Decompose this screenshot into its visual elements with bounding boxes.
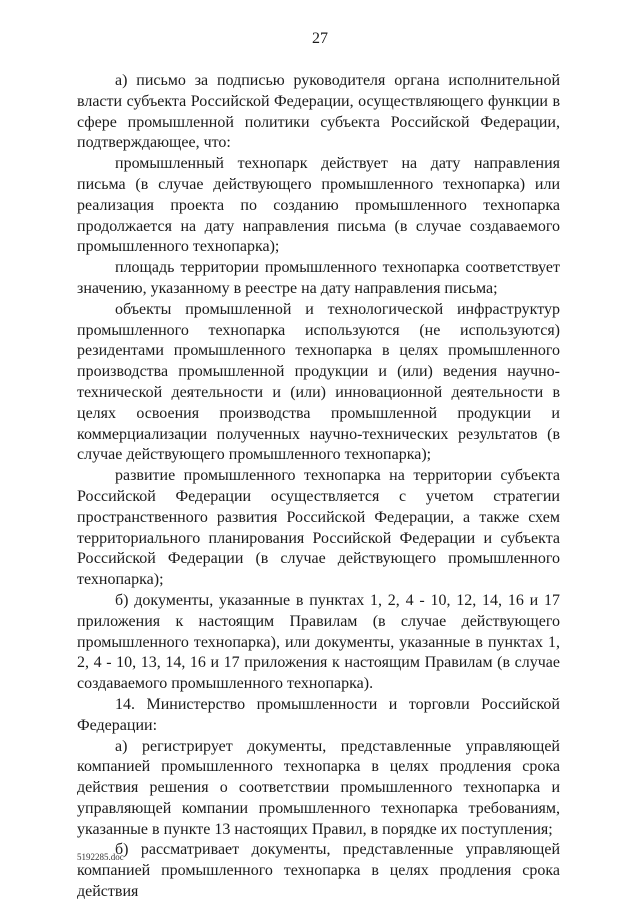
paragraph: площадь территории промышленного технопарка соответствует значению, указанному в реестре на дату направления письма; (77, 259, 560, 297)
paragraph: объекты промышленной и технологической инфраструктур промышленного технопарка используются (не используются) резидентами промышленного технопарка в целях промышленного производства промышленной продукции и (или) ведения научно-технической деятельности и (или) инновационной деятельности в целях освоения производства промышленной продукции и коммерциализации полученных научно-технических результатов (в случае действующего промышленного технопарка); (77, 300, 560, 464)
paragraph: а) письмо за подписью руководителя органа исполнительной власти субъекта Российской Федерации, осуществляющего функции в сфере промышленной политики субъекта Российской Федерации, подтверждающее, что: (77, 72, 560, 152)
paragraph: развитие промышленного технопарка на территории субъекта Российской Федерации осуществляется с учетом стратегии пространственного развития Российской Федерации, а также схем территориального планирования Российской Федерации и субъекта Российской Федерации (в случае действующего промышленного технопарка); (77, 467, 560, 589)
paragraph: промышленный технопарк действует на дату направления письма (в случае действующего промышленного технопарка) или реализация проекта по созданию промышленного технопарка продолжается на дату направления письма (в случае создаваемого промышленного технопарка); (77, 155, 560, 256)
document-body (77, 71, 560, 903)
paragraph: б) документы, указанные в пунктах 1, 2, 4 - 10, 12, 14, 16 и 17 приложения к настоящим Правилам (в случае действующего промышленного технопарка), или документы, указанные в пунктах 1, 2, 4 - 10, 13, 14, 16 и 17 приложения к настоящим Правилам (в случае создаваемого промышленного технопарка). (77, 591, 560, 693)
paragraph: а) регистрирует документы, представленные управляющей компанией промышленного технопарка в целях продления срока действия решения о соответствии промышленного технопарка и управляющей компании промышленного технопарка требованиям, указанные в пункте 13 настоящих Правил, в порядке их поступления; (77, 737, 560, 838)
file-reference: 5192285.doc (77, 852, 124, 862)
section-heading: 14. Министерство промышленности и торговли Российской Федерации: (77, 695, 560, 734)
paragraph: б) рассматривает документы, представленные управляющей компанией промышленного технопарка в целях продления срока действия (77, 841, 560, 901)
page-number: 27 (312, 30, 328, 47)
